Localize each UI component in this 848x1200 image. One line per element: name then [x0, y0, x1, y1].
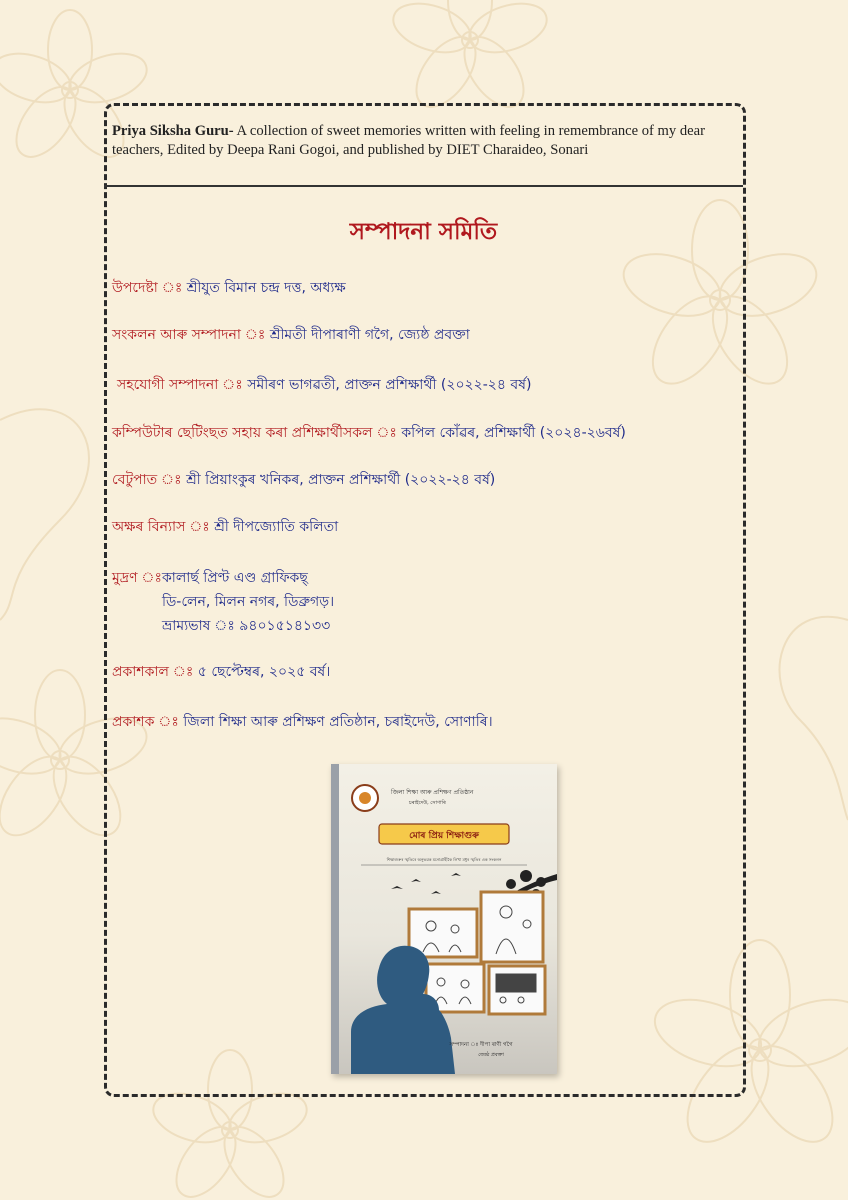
printing-address: ডি-লেন, মিলন নগৰ, ডিব্ৰুগড়।	[162, 594, 335, 610]
cover-subtitle: শিক্ষাগুৰুৰ স্মৃতিৰে অনুভৱক মনোগ্ৰাহীকৈ লিখা মধুৰ স্মৃতিৰ এক সংকলন	[386, 857, 502, 862]
book-description-text: A collection of sweet memories written with feeling in remembrance of my dear teachers, Edited by Deepa Rani Gogoi, and published by DIET Charaideo, Sonari	[112, 123, 705, 158]
cover-place: চৰাইদেউ, সোণাৰি	[409, 800, 446, 806]
book-description	[112, 122, 740, 160]
header-divider	[104, 185, 743, 187]
cover-design-value: শ্ৰী প্ৰিয়াংকুৰ খনিকৰ, প্ৰাক্তন প্ৰশিক্ষাৰ্থী (২০২২-২৪ বৰ্ষ)	[181, 472, 496, 488]
publisher-label: প্ৰকাশক ঃ	[112, 714, 179, 730]
publication-date-value: ৫ ছেপ্টেম্বৰ, ২০২৫ বৰ্ষ।	[193, 664, 331, 680]
publication-date-line	[112, 660, 330, 684]
typesetting-line	[112, 515, 338, 539]
assistant-editor-line	[117, 373, 531, 397]
book-name: Priya Siksha Guru-	[112, 123, 234, 139]
printing-phone: ভ্ৰাম্যভাষ ঃ ৯৪০১৫১৪১৩৩	[162, 618, 331, 634]
printing-label: মুদ্ৰণ ঃ	[112, 570, 162, 586]
typesetting-value: শ্ৰী দীপজ্যোতি কলিতা	[209, 519, 339, 535]
book-cover-image	[331, 764, 557, 1074]
publisher-value: জিলা শিক্ষা আৰু প্ৰশিক্ষণ প্ৰতিষ্ঠান, চৰাইদেউ, সোণাৰি।	[178, 714, 493, 730]
cover-role-line: জ্যেষ্ঠ প্ৰবক্তা	[478, 1052, 504, 1058]
editor-label: সংকলন আৰু সম্পাদনা ঃ	[112, 327, 266, 343]
page-title: সম্পাদনা সমিতি	[349, 219, 498, 245]
typesetting-label: অক্ষৰ বিন্যাস ঃ	[112, 519, 210, 535]
cover-editor-line: সম্পাদনা ঃ দীপা ৰাণী গগৈ	[449, 1042, 513, 1048]
cover-institute-name: জিলা শিক্ষা আৰু প্ৰশিক্ষণ প্ৰতিষ্ঠান	[391, 789, 474, 796]
publication-date-label: প্ৰকাশকাল ঃ	[112, 664, 194, 680]
cover-design-line	[112, 468, 495, 492]
cover-photo-frame	[409, 909, 477, 957]
cover-design-label: বেটুপাত ঃ	[112, 472, 182, 488]
computer-setting-line	[112, 421, 626, 445]
assistant-editor-value: সমীৰণ ভাগৱতী, প্ৰাক্তন প্ৰশিক্ষাৰ্থী (২০২২-২৪ বৰ্ষ)	[242, 377, 532, 393]
printing-line	[112, 566, 162, 590]
assistant-editor-label: সহযোগী সম্পাদনা ঃ	[117, 377, 243, 393]
printing-name: কালাৰ্ছ প্ৰিণ্ট এণ্ড গ্ৰাফিকছ্	[162, 570, 308, 586]
editor-value: শ্ৰীমতী দীপাৰাণী গগৈ, জ্যেষ্ঠ প্ৰবক্তা	[265, 327, 470, 343]
cover-photo-frame	[481, 892, 543, 962]
cover-book-title: মোৰ প্ৰিয় শিক্ষাগুৰু	[409, 831, 479, 841]
advisor-value: শ্ৰীযুত বিমান চন্দ্ৰ দত্ত, অধ্যক্ষ	[182, 280, 346, 296]
editor-line	[112, 323, 470, 347]
advisor-line	[112, 276, 346, 300]
computer-setting-value: কপিল কোঁৱৰ, প্ৰশিক্ষাৰ্থী (২০২৪-২৬বৰ্ষ)	[396, 425, 626, 441]
computer-setting-label: কম্পিউটাৰ ছেটিংছত সহায় কৰা প্ৰশিক্ষাৰ্থীসকল ঃ	[112, 425, 397, 441]
advisor-label: উপদেষ্টা ঃ	[112, 280, 183, 296]
publisher-line	[112, 710, 493, 734]
